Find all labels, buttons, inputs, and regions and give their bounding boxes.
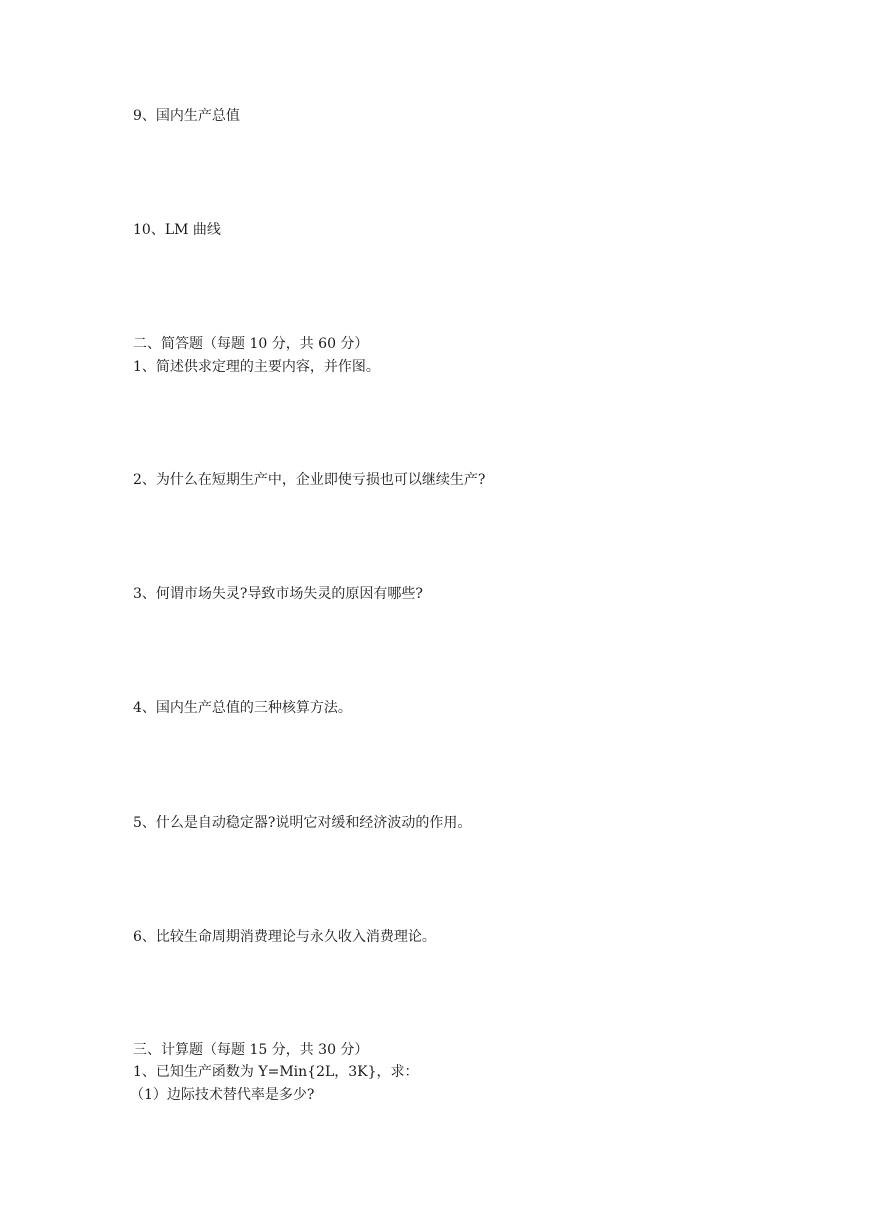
short-answer-question-5: 5、什么是自动稳定器?说明它对缓和经济波动的作用。 (133, 815, 472, 831)
section-heading-calculation: 三、计算题（每题 15 分，共 30 分） (133, 1042, 369, 1058)
short-answer-question-2: 2、为什么在短期生产中，企业即使亏损也可以继续生产? (133, 472, 486, 488)
short-answer-question-6: 6、比较生命周期消费理论与永久收入消费理论。 (133, 929, 436, 945)
calculation-question-1-part-1: （1）边际技术替代率是多少? (130, 1087, 315, 1103)
definition-question-9: 9、国内生产总值 (133, 108, 240, 124)
short-answer-question-1: 1、简述供求定理的主要内容，并作图。 (133, 359, 380, 375)
short-answer-question-4: 4、国内生产总值的三种核算方法。 (133, 700, 352, 716)
definition-question-10: 10、LM 曲线 (133, 222, 221, 238)
section-heading-short-answer: 二、简答题（每题 10 分，共 60 分） (133, 336, 369, 352)
short-answer-question-3: 3、何谓市场失灵?导致市场失灵的原因有哪些? (133, 586, 423, 602)
calculation-question-1: 1、已知生产函数为 Y=Min{2L，3K}，求： (133, 1064, 419, 1080)
